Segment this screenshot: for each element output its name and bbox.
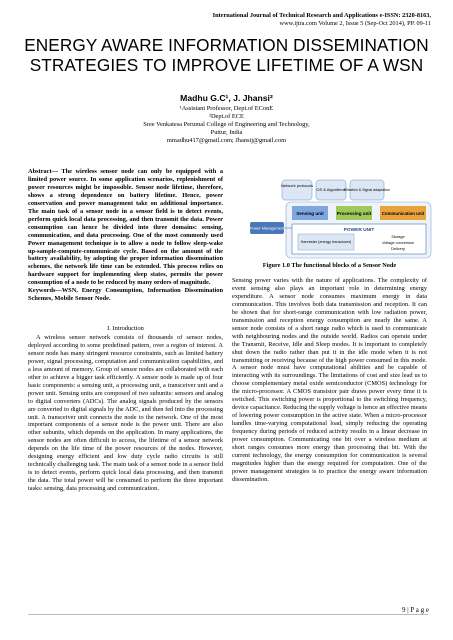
affiliation-line-1: ¹Assistant Professor, Dept.of EConE bbox=[179, 105, 274, 112]
figure-caption: Figure 1.0 The functional blocks of a Sensor Node bbox=[262, 262, 397, 269]
affiliation-line-4: Puttur, India bbox=[210, 129, 243, 137]
abstract-text: Abstract— The wireless sensor node can only be equipped with a limited power source. In some application scenarios, replenishment of power resources might be impossible. Sensor node lifetime, therefore, shows a strong dependence on battery lifetime. Hence, power conservation and power management take on additional importance. The main task of a sensor node in a sensor field is to detect events, perform quick local data processing, and then transmit the data. Power consumption can hence be divided into three domains: sensing, communication, and data processing. One of the most commonly used Power management technique is to allow a node to follow sleep-wake up-sample-compute-communicate cycle. Based on the amount of the battery availability, by adopting the proper information dissemination schemes, the network life time can be extended. This process relies on hardware support for implementing sleep states, permits the power consumption of a node to be reduced by many orders of magnitude. bbox=[28, 168, 223, 287]
introduction-left-column bbox=[28, 334, 223, 493]
affiliation-block bbox=[0, 105, 453, 145]
author-emails: mmadhu417@gmail.com; Jhansij@gmail.com bbox=[166, 137, 287, 145]
processing-unit-label: Processing unit bbox=[336, 211, 372, 216]
journal-name: International Journal of Technical Research and Applications e-ISSN: 2320-8163, bbox=[212, 12, 431, 19]
affiliation-line-2: ²Dept.of ECE bbox=[209, 113, 244, 121]
power-management-label: Power Management bbox=[250, 226, 284, 231]
journal-header bbox=[213, 12, 431, 28]
voltage-conversion-label: Voltage conversion bbox=[381, 241, 415, 245]
filtration-label: Filtration & Signal adaptation bbox=[344, 188, 390, 192]
network-protocols-label: Network protocols bbox=[280, 183, 314, 188]
page-number: 9 | P a g e bbox=[402, 606, 429, 614]
keywords: Keywords—WSN, Energy Consumption, Information Dissemination Schemes, Mobile Sensor Node. bbox=[28, 287, 223, 303]
abstract bbox=[28, 168, 223, 303]
sensing-unit-label: Sensing unit bbox=[296, 211, 324, 216]
section-title-introduction: I. Introduction bbox=[107, 325, 144, 332]
journal-issue: www.ijtra.com Volume 2, Issue 5 (Sep-Oct 2014), PP. 09-11 bbox=[279, 20, 431, 27]
introduction-right-column bbox=[232, 277, 427, 484]
power-unit-label: POWER UNIT bbox=[343, 228, 375, 233]
sensor-node-figure bbox=[250, 178, 435, 260]
communication-unit-label: Communication unit bbox=[381, 211, 425, 216]
intro-paragraph-right: Sensing power varies with the nature of applications. The complexity of event sensing also plays an important role in determining energy expenditure. A sensor node consumes maximum energy in data communication. This involves both data transmission and reception. It can be shown that for short-range communication with low radiation power, transmission and reception energy consumption are nearly the same. A sensor node consists of a short range radio which is used to communicate with neighbouring nodes and the outside world. Radios can operate under the Transmit, Receive, Idle and Sleep modes. It is important to completely shut down the radio rather than put it in the idle mode when it is not transmitting or receiving because of the high power consumed in this mode. A sensor node must have computational abilities and be capable of interacting with its surroundings. The limitations of cost and size lead us to choose complementary metal oxide semiconductor (CMOS) technology for the micro-processor. A CMOS transistor pair draws power every time it is switched. This switching power is proportional to the switching frequency, device capacitance. Reducing the supply voltage is hence an effective means of lowering power consumption in the active state. When a micro-processor handles time-varying computational load, simply reducing the operating frequency during periods of reduced activity results in a linear decrease in power consumption. Communicating one bit over a wireless medium at short ranges consumes more energy than processing that bit. With the current technology, the energy consumption for communication is several magnitudes higher than the energy required for computation. One of the power management strategies is to practice the energy aware information dissemination. bbox=[232, 277, 427, 483]
footer-divider bbox=[28, 614, 428, 615]
os-algorithms-label: OS & Algorithms bbox=[316, 187, 346, 192]
paper-title: ENERGY AWARE INFORMATION DISSEMINATION STRATEGIES TO IMPROVE LIFETIME OF A WSN bbox=[24, 35, 429, 75]
harvester-label: Harvester (energy transducer) bbox=[300, 240, 352, 244]
delivery-label: Delivery bbox=[391, 247, 405, 251]
intro-paragraph-left: A wireless sensor network consists of thousands of sensor nodes, deployed according to some predefined pattern, over a region of interest. A sensor node has many stringent resource constraints, such as limited battery power, signal processing, computation and communication capabilities, and a less amount of memory. Group of sensor nodes are collaborated with each other to achieve a bigger task efficiently. A sensor node is made up of four basic components: a sensing unit, a processing unit, a transceiver unit and a power unit. Sensing units are composed of two subunits: sensors and analog to digital converters (ADCs). The analog signals produced by the sensors are converted to digital signals by the ADC, and then fed into the processing unit. A transceiver unit connects the node to the network. One of the most important components of a sensor node is the power unit. There are also other subunits, which depends on the application. In many applications, the sensor nodes are often difficult to access, the lifetime of a sensor network depends on the life time of the power resources of the nodes. However, designing energy efficient and low duty cycle radio circuits is still technically challenging task. The main task of a sensor node in a sensor field is to detect events, perform quick local data processing, and then transmit the data. The total power will be consumed to perform the three important tasks: sensing, data processing and communication. bbox=[28, 334, 223, 493]
storage-label: Storage bbox=[391, 235, 405, 239]
paper-authors: Madhu G.C¹, J. Jhansi² bbox=[180, 93, 273, 103]
affiliation-line-3: Sree Venkatesa Perumal College of Engineering and Technology, bbox=[143, 121, 310, 129]
